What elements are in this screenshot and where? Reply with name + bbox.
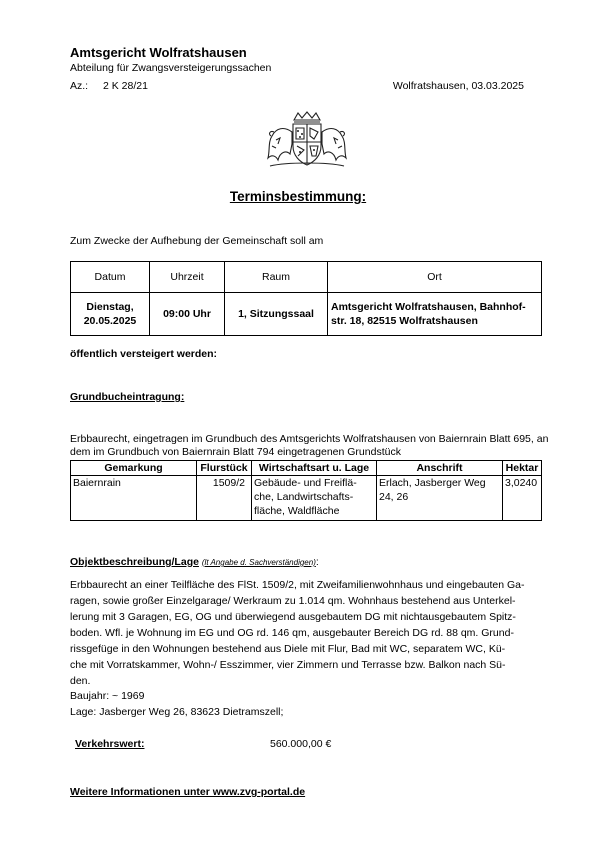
- parcel-table: [70, 460, 542, 521]
- appointment-room: 1, Sitzungssaal: [225, 293, 328, 336]
- anschrift-line-2: 24, 26: [379, 491, 409, 503]
- header-wirtschaftsart: Wirtschaftsart u. Lage: [252, 461, 377, 476]
- header-flurstueck: Flurstück: [197, 461, 252, 476]
- appointment-table: [70, 261, 542, 336]
- cell-anschrift: [377, 476, 503, 521]
- construction-year: Baujahr: ~ 1969: [70, 690, 145, 702]
- header-anschrift: Anschrift: [377, 461, 503, 476]
- auction-statement: öffentlich versteigert werden:: [70, 348, 218, 360]
- description-line: rissgefüge in den Wohnungen bestehend aus Diele mit Flur, Bad mit WC, separatem WC, Kü-: [70, 643, 506, 655]
- description-line: boden. Wfl. je Wohnung im EG und OG rd. 146 qm, ausgebauter Bereich DG rd. 88 qm. Grund-: [70, 627, 514, 639]
- land-register-text: Erbbaurecht, eingetragen im Grundbuch des Amtsgerichts Wolfratshausen von Baiernrain Blatt 695, an dem im Grundbuch von Baiernrain Blatt 794 eingetragenen Grundstück: [70, 433, 549, 458]
- description-line: che mit Vorratskammer, Wohn-/ Esszimmer, vier Zimmern und Terrasse bzw. Balkon nach Sü-: [70, 659, 506, 671]
- object-title-colon: :: [315, 556, 319, 568]
- table-header-row: [71, 262, 542, 293]
- cell-wirtschaftsart: [252, 476, 377, 521]
- header-uhrzeit: Uhrzeit: [150, 262, 225, 293]
- cell-flurstueck: 1509/2: [197, 476, 252, 521]
- table-header-row: [71, 461, 542, 476]
- object-title-text: Objektbeschreibung/Lage: [70, 556, 199, 568]
- date-line-1: Dienstag,: [86, 301, 134, 313]
- wirtschaft-line-1: Gebäude- und Freiflä-: [254, 477, 357, 489]
- department-name: Abteilung für Zwangsversteigerungssachen: [70, 62, 272, 74]
- header-raum: Raum: [225, 262, 328, 293]
- object-title-note: (lt Angabe d. Sachverständigen): [201, 558, 316, 567]
- cell-gemarkung: Baiernrain: [71, 476, 197, 521]
- object-description-text: [70, 577, 546, 689]
- header-ort: Ort: [328, 262, 542, 293]
- appointment-time: 09:00 Uhr: [150, 293, 225, 336]
- description-line: Erbbaurecht an einer Teilfläche des FlSt. 1509/2, mit Zweifamilienwohnhaus und eingebauten Ga-: [70, 579, 525, 591]
- description-line: lerung mit 3 Garagen, EG, OG und überwiegend ausgebautem DG mit nichtausgebautem Spitz-: [70, 611, 516, 623]
- case-number-label: Az.:: [70, 80, 89, 92]
- wirtschaft-line-2: che, Landwirtschafts-: [254, 491, 354, 503]
- description-line: den.: [70, 675, 91, 687]
- land-register-title: Grundbucheintragung:: [70, 391, 185, 403]
- court-name: Amtsgericht Wolfratshausen: [70, 45, 247, 60]
- table-row: [71, 293, 542, 336]
- header-hektar: Hektar: [503, 461, 542, 476]
- date-line-2: 20.05.2025: [83, 315, 137, 327]
- table-row: [71, 476, 542, 521]
- object-description-title: [70, 556, 319, 568]
- anschrift-line-1: Erlach, Jasberger Weg: [379, 477, 486, 489]
- appointment-date: [71, 293, 150, 336]
- header-gemarkung: Gemarkung: [71, 461, 197, 476]
- appointment-location: [328, 293, 542, 336]
- location-line-2: str. 18, 82515 Wolfratshausen: [331, 315, 478, 327]
- location-line-1: Amtsgericht Wolfratshausen, Bahnhof-: [331, 301, 526, 313]
- wirtschaft-line-3: fläche, Waldfläche: [254, 505, 340, 517]
- page-heading: Terminsbestimmung:: [229, 189, 367, 204]
- description-line: ragen, sowie großer Einzelgarage/ Werkraum zu 1.014 qm. Wohnhaus bestehend aus Unterkel-: [70, 595, 516, 607]
- more-info-link[interactable]: Weitere Informationen unter www.zvg-portal.de: [70, 786, 306, 798]
- case-number-value: 2 K 28/21: [103, 80, 148, 92]
- market-value-amount: 560.000,00 €: [270, 738, 332, 750]
- place-date: Wolfratshausen, 03.03.2025: [392, 80, 524, 92]
- property-location: Lage: Jasberger Weg 26, 83623 Dietramszell;: [70, 706, 284, 718]
- market-value-label: Verkehrswert:: [75, 738, 145, 750]
- intro-text: Zum Zwecke der Aufhebung der Gemeinschaft soll am: [70, 235, 324, 247]
- case-number: [70, 80, 148, 92]
- cell-hektar: 3,0240: [503, 476, 542, 521]
- header-datum: Datum: [71, 262, 150, 293]
- bavarian-coat-of-arms-icon: [262, 110, 352, 172]
